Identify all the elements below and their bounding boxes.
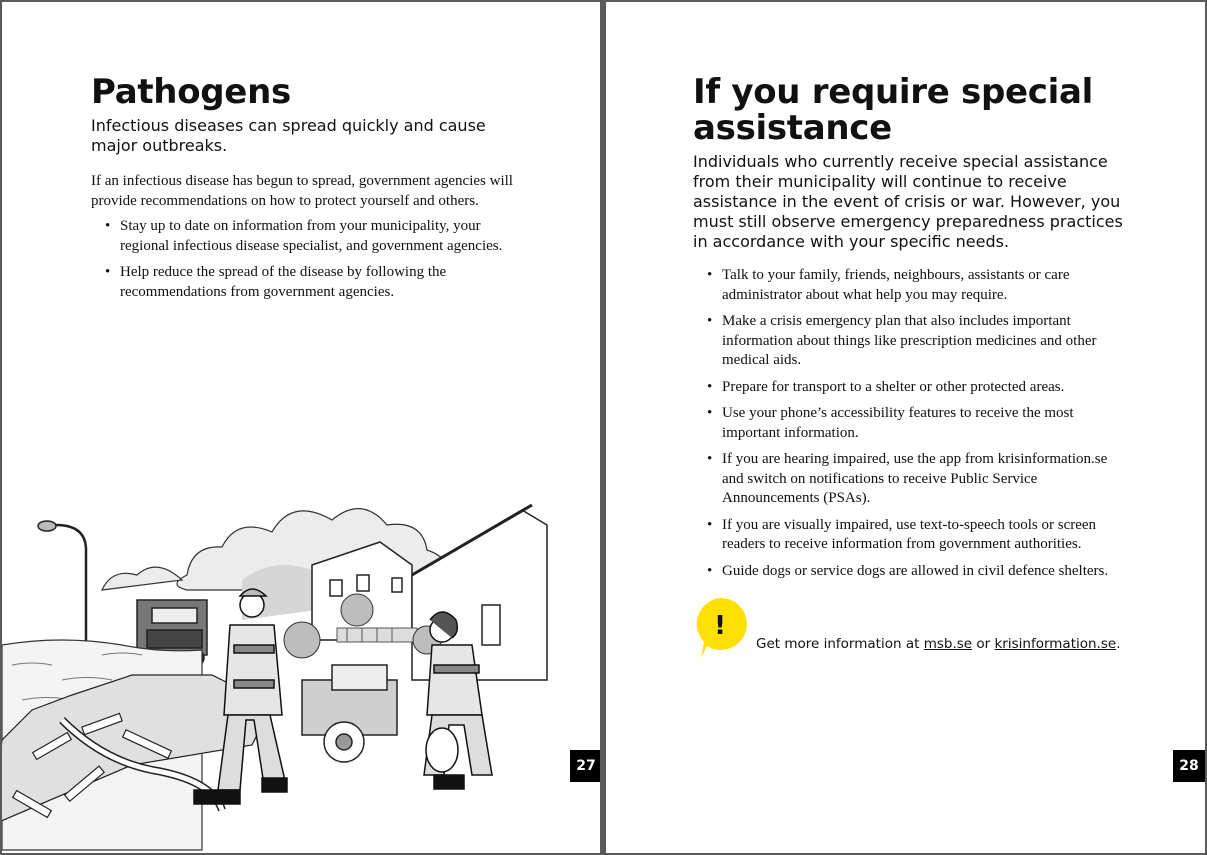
lead-text: Individuals who currently receive special assistance from their municipality will continue to receive assistance in the event of crisis or war. However, you must still observe emergency preparedness practices in accordance with your specific needs. bbox=[693, 152, 1123, 251]
list-item: • Guide dogs or service dogs are allowed in civil defence shelters. bbox=[707, 562, 1127, 582]
page-title: Pathogens bbox=[91, 72, 291, 112]
krisinformation-link[interactable]: krisinformation.se bbox=[994, 636, 1117, 652]
list-item: • Talk to your family, friends, neighbours, assistants or care administrator about what help you may require. bbox=[707, 266, 1127, 305]
body-text: If an infectious disease has begun to spread, government agencies will provide recommendations on how to protect yourself and others. bbox=[91, 173, 513, 209]
page-title: If you require special assistance bbox=[693, 72, 1093, 148]
list-item: • Help reduce the spread of the disease by following the recommendations from government agencies. bbox=[105, 263, 515, 302]
list-item: • Stay up to date on information from your municipality, your regional infectious disease specialist, and government agencies. bbox=[105, 217, 515, 256]
msb-link[interactable]: msb.se bbox=[923, 636, 973, 652]
list-item: • Prepare for transport to a shelter or other protected areas. bbox=[707, 378, 1127, 398]
page-number: 27 bbox=[570, 750, 600, 782]
exclamation-glyph: ! bbox=[714, 611, 726, 641]
lead-text: Infectious diseases can spread quickly and cause major outbreaks. bbox=[91, 116, 486, 155]
list-item: • Make a crisis emergency plan that also includes important information about things like prescription medicines and other medical aids. bbox=[707, 312, 1127, 371]
bullet-list bbox=[105, 217, 515, 309]
info-connector: or bbox=[972, 636, 995, 652]
info-line bbox=[756, 636, 1120, 652]
list-item: • If you are visually impaired, use text-to-speech tools or screen readers to receive information from government authorities. bbox=[707, 516, 1127, 555]
info-suffix: . bbox=[1116, 636, 1121, 652]
info-prefix: Get more information at bbox=[756, 636, 924, 652]
bullet-list bbox=[707, 266, 1127, 588]
exclamation-icon bbox=[693, 596, 749, 660]
left-page bbox=[2, 2, 600, 853]
list-item: • If you are hearing impaired, use the app from krisinformation.se and switch on notifications to receive Public Service Announcements (PSAs). bbox=[707, 450, 1127, 509]
page-number: 28 bbox=[1173, 750, 1205, 782]
list-item: • Use your phone’s accessibility features to receive the most important information. bbox=[707, 404, 1127, 443]
flood-response-illustration bbox=[2, 480, 600, 853]
right-page bbox=[606, 2, 1205, 853]
